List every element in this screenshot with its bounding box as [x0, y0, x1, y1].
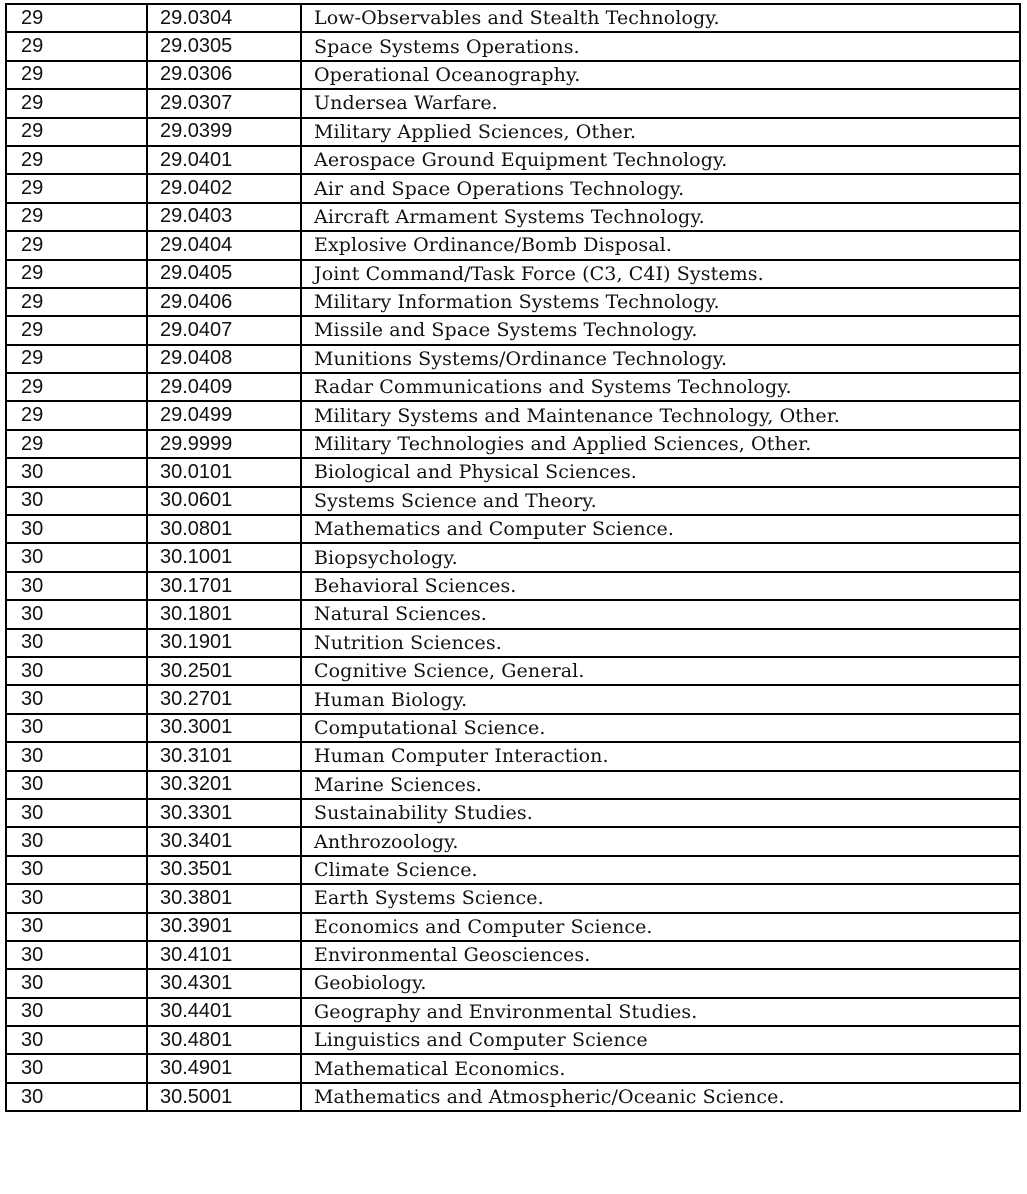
family-cell: 30	[6, 572, 147, 600]
table-row	[6, 118, 1020, 146]
table-row	[6, 913, 1020, 941]
cip-code-cell: 30.3401	[147, 827, 301, 855]
table-row	[6, 884, 1020, 912]
program-title-cell: Undersea Warfare.	[301, 89, 1020, 117]
family-cell: 30	[6, 458, 147, 486]
program-title-cell: Military Applied Sciences, Other.	[301, 118, 1020, 146]
cip-code-cell: 30.4401	[147, 998, 301, 1026]
cip-code-cell: 29.0307	[147, 89, 301, 117]
program-title-cell: Systems Science and Theory.	[301, 487, 1020, 515]
program-title-cell: Military Information Systems Technology.	[301, 288, 1020, 316]
family-cell: 29	[6, 118, 147, 146]
table-row	[6, 174, 1020, 202]
program-title-cell: Aircraft Armament Systems Technology.	[301, 203, 1020, 231]
cip-code-cell: 29.0406	[147, 288, 301, 316]
program-title-cell: Nutrition Sciences.	[301, 629, 1020, 657]
program-title-cell: Marine Sciences.	[301, 771, 1020, 799]
table-row	[6, 827, 1020, 855]
cip-code-cell: 29.0399	[147, 118, 301, 146]
cip-code-cell: 29.0499	[147, 401, 301, 429]
table-row	[6, 203, 1020, 231]
cip-code-cell: 29.0407	[147, 316, 301, 344]
table-row	[6, 288, 1020, 316]
cip-code-cell: 30.3801	[147, 884, 301, 912]
cip-code-cell: 30.1001	[147, 543, 301, 571]
program-title-cell: Munitions Systems/Ordinance Technology.	[301, 345, 1020, 373]
program-title-cell: Economics and Computer Science.	[301, 913, 1020, 941]
table-row	[6, 714, 1020, 742]
cip-code-cell: 29.0404	[147, 231, 301, 259]
table-row	[6, 458, 1020, 486]
program-title-cell: Environmental Geosciences.	[301, 941, 1020, 969]
cip-code-cell: 30.4301	[147, 969, 301, 997]
table-row	[6, 146, 1020, 174]
program-title-cell: Missile and Space Systems Technology.	[301, 316, 1020, 344]
table-row	[6, 685, 1020, 713]
program-title-cell: Human Computer Interaction.	[301, 742, 1020, 770]
cip-code-table	[5, 3, 1021, 1112]
program-title-cell: Mathematics and Atmospheric/Oceanic Science.	[301, 1083, 1020, 1111]
program-title-cell: Anthrozoology.	[301, 827, 1020, 855]
program-title-cell: Linguistics and Computer Science	[301, 1026, 1020, 1054]
program-title-cell: Geography and Environmental Studies.	[301, 998, 1020, 1026]
table-row	[6, 742, 1020, 770]
cip-code-cell: 30.4101	[147, 941, 301, 969]
table-row	[6, 1026, 1020, 1054]
table-row	[6, 401, 1020, 429]
program-title-cell: Explosive Ordinance/Bomb Disposal.	[301, 231, 1020, 259]
program-title-cell: Biopsychology.	[301, 543, 1020, 571]
program-title-cell: Behavioral Sciences.	[301, 572, 1020, 600]
program-title-cell: Geobiology.	[301, 969, 1020, 997]
cip-code-cell: 30.0101	[147, 458, 301, 486]
program-title-cell: Space Systems Operations.	[301, 32, 1020, 60]
cip-code-cell: 30.4801	[147, 1026, 301, 1054]
program-title-cell: Air and Space Operations Technology.	[301, 174, 1020, 202]
family-cell: 30	[6, 771, 147, 799]
program-title-cell: Low-Observables and Stealth Technology.	[301, 4, 1020, 32]
family-cell: 30	[6, 884, 147, 912]
table-row	[6, 543, 1020, 571]
family-cell: 30	[6, 1083, 147, 1111]
cip-code-cell: 29.0405	[147, 260, 301, 288]
table-row	[6, 373, 1020, 401]
family-cell: 29	[6, 430, 147, 458]
family-cell: 29	[6, 260, 147, 288]
program-title-cell: Cognitive Science, General.	[301, 657, 1020, 685]
table-row	[6, 430, 1020, 458]
table-row	[6, 629, 1020, 657]
family-cell: 29	[6, 401, 147, 429]
table-row	[6, 260, 1020, 288]
cip-code-cell: 29.0408	[147, 345, 301, 373]
family-cell: 29	[6, 146, 147, 174]
program-title-cell: Joint Command/Task Force (C3, C4I) Systems.	[301, 260, 1020, 288]
program-title-cell: Aerospace Ground Equipment Technology.	[301, 146, 1020, 174]
family-cell: 29	[6, 174, 147, 202]
cip-code-cell: 30.3501	[147, 856, 301, 884]
cip-code-cell: 30.2701	[147, 685, 301, 713]
family-cell: 30	[6, 515, 147, 543]
table-body	[6, 4, 1020, 1111]
cip-code-cell: 30.3201	[147, 771, 301, 799]
program-title-cell: Radar Communications and Systems Technology.	[301, 373, 1020, 401]
family-cell: 30	[6, 657, 147, 685]
family-cell: 30	[6, 1026, 147, 1054]
cip-code-cell: 29.0306	[147, 61, 301, 89]
cip-code-cell: 30.4901	[147, 1054, 301, 1082]
table-row	[6, 515, 1020, 543]
family-cell: 30	[6, 600, 147, 628]
cip-code-cell: 30.1701	[147, 572, 301, 600]
table-row	[6, 1083, 1020, 1111]
table-row	[6, 231, 1020, 259]
program-title-cell: Mathematical Economics.	[301, 1054, 1020, 1082]
program-title-cell: Mathematics and Computer Science.	[301, 515, 1020, 543]
cip-code-cell: 30.2501	[147, 657, 301, 685]
family-cell: 30	[6, 799, 147, 827]
table-row	[6, 32, 1020, 60]
program-title-cell: Climate Science.	[301, 856, 1020, 884]
table-row	[6, 941, 1020, 969]
family-cell: 30	[6, 1054, 147, 1082]
cip-code-cell: 30.1801	[147, 600, 301, 628]
cip-code-cell: 30.0801	[147, 515, 301, 543]
cip-code-cell: 30.0601	[147, 487, 301, 515]
cip-code-cell: 29.0402	[147, 174, 301, 202]
table-row	[6, 856, 1020, 884]
family-cell: 30	[6, 856, 147, 884]
program-title-cell: Military Technologies and Applied Sciences, Other.	[301, 430, 1020, 458]
family-cell: 29	[6, 288, 147, 316]
cip-code-cell: 30.3101	[147, 742, 301, 770]
table-row	[6, 969, 1020, 997]
cip-code-cell: 30.3001	[147, 714, 301, 742]
family-cell: 30	[6, 827, 147, 855]
program-title-cell: Operational Oceanography.	[301, 61, 1020, 89]
family-cell: 30	[6, 969, 147, 997]
cip-code-cell: 29.0304	[147, 4, 301, 32]
table-row	[6, 1054, 1020, 1082]
program-title-cell: Natural Sciences.	[301, 600, 1020, 628]
family-cell: 30	[6, 941, 147, 969]
program-title-cell: Biological and Physical Sciences.	[301, 458, 1020, 486]
cip-code-cell: 29.0401	[147, 146, 301, 174]
table-row	[6, 572, 1020, 600]
table-row	[6, 487, 1020, 515]
family-cell: 30	[6, 714, 147, 742]
table-row	[6, 799, 1020, 827]
family-cell: 30	[6, 487, 147, 515]
family-cell: 30	[6, 629, 147, 657]
family-cell: 30	[6, 998, 147, 1026]
table-row	[6, 316, 1020, 344]
table-row	[6, 61, 1020, 89]
table-row	[6, 657, 1020, 685]
family-cell: 29	[6, 89, 147, 117]
cip-code-cell: 30.3301	[147, 799, 301, 827]
cip-code-cell: 29.0305	[147, 32, 301, 60]
program-title-cell: Computational Science.	[301, 714, 1020, 742]
table-row	[6, 4, 1020, 32]
family-cell: 30	[6, 685, 147, 713]
family-cell: 29	[6, 203, 147, 231]
cip-code-cell: 29.9999	[147, 430, 301, 458]
cip-code-cell: 29.0403	[147, 203, 301, 231]
table-row	[6, 89, 1020, 117]
cip-code-cell: 29.0409	[147, 373, 301, 401]
program-title-cell: Earth Systems Science.	[301, 884, 1020, 912]
cip-code-cell: 30.5001	[147, 1083, 301, 1111]
program-title-cell: Military Systems and Maintenance Technology, Other.	[301, 401, 1020, 429]
table-row	[6, 600, 1020, 628]
table-row	[6, 998, 1020, 1026]
table-row	[6, 345, 1020, 373]
family-cell: 29	[6, 345, 147, 373]
family-cell: 30	[6, 913, 147, 941]
cip-code-cell: 30.3901	[147, 913, 301, 941]
family-cell: 30	[6, 543, 147, 571]
family-cell: 29	[6, 32, 147, 60]
family-cell: 30	[6, 742, 147, 770]
family-cell: 29	[6, 61, 147, 89]
family-cell: 29	[6, 373, 147, 401]
family-cell: 29	[6, 4, 147, 32]
table-row	[6, 771, 1020, 799]
cip-code-cell: 30.1901	[147, 629, 301, 657]
family-cell: 29	[6, 316, 147, 344]
program-title-cell: Sustainability Studies.	[301, 799, 1020, 827]
program-title-cell: Human Biology.	[301, 685, 1020, 713]
family-cell: 29	[6, 231, 147, 259]
